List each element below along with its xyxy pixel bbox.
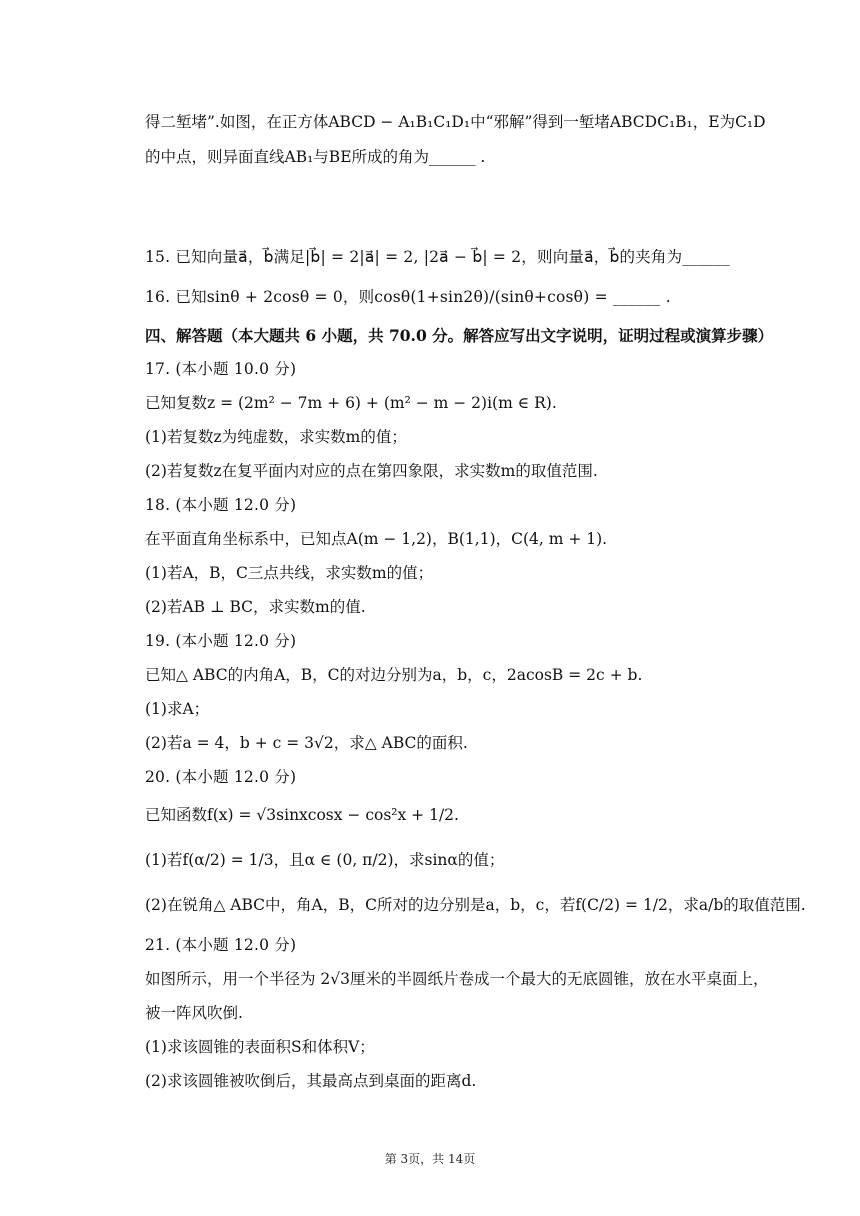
question-17-header: 17. (本小题 10.0 分) xyxy=(145,360,297,378)
text-line: 被一阵风吹倒. xyxy=(145,1004,243,1022)
text-line: (2)若复数z在复平面内对应的点在第四象限，求实数m的取值范围. xyxy=(145,462,598,480)
text-line: 已知函数f(x) = √3sinxcosx − cos²x + 1/2. xyxy=(145,806,459,824)
text-line: 如图所示，用一个半径为 2√3厘米的半圆纸片卷成一个最大的无底圆锥，放在水平桌面上， xyxy=(145,970,769,988)
question-18-header: 18. (本小题 12.0 分) xyxy=(145,496,297,514)
text-line: (1)若复数z为纯虚数，求实数m的值； xyxy=(145,428,407,446)
text-line: (2)求该圆锥被吹倒后，其最高点到桌面的距离d. xyxy=(145,1072,477,1090)
text-line: (2)在锐角△ ABC中，角A，B，C所对的边分别是a，b，c，若f(C/2) = 1/2，求a/b的取值范围. xyxy=(145,896,806,914)
question-16: 16. 已知sinθ + 2cosθ = 0，则cosθ(1+sin2θ)/(sinθ+cosθ) = ______ . xyxy=(145,288,671,306)
text-line: (1)求该圆锥的表面积S和体积V； xyxy=(145,1038,375,1056)
question-19-header: 19. (本小题 12.0 分) xyxy=(145,632,297,650)
text-line: 已知△ ABC的内角A，B，C的对边分别为a，b，c，2acosB = 2c + b. xyxy=(145,666,643,684)
text-line: (2)若AB ⊥ BC，求实数m的值. xyxy=(145,598,366,616)
text-line: 的中点，则异面直线AB₁与BE所成的角为______ . xyxy=(145,148,486,166)
section-heading: 四、解答题（本大题共 6 小题，共 70.0 分。解答应写出文字说明，证明过程或演算步骤） xyxy=(145,326,774,345)
question-21-header: 21. (本小题 12.0 分) xyxy=(145,936,297,954)
text-line: (2)若a = 4，b + c = 3√2，求△ ABC的面积. xyxy=(145,734,468,752)
text-line: (1)求A； xyxy=(145,700,210,718)
text-line: 得二堑堵”.如图，在正方体ABCD − A₁B₁C₁D₁中“邪解”得到一堑堵ABCDC₁B₁，E为C₁D xyxy=(145,113,766,131)
question-15: 15. 已知向量a⃗，b⃗满足|b⃗| = 2|a⃗| = 2, |2a⃗ − b⃗| = 2，则向量a⃗，b⃗的夹角为______ xyxy=(145,248,731,266)
text-line: 在平面直角坐标系中，已知点A(m − 1,2)，B(1,1)，C(4, m + 1). xyxy=(145,530,608,548)
text-line: (1)若A，B，C三点共线，求实数m的值； xyxy=(145,564,434,582)
text-line: 已知复数z = (2m² − 7m + 6) + (m² − m − 2)i(m ∈ R). xyxy=(145,394,557,412)
question-20-header: 20. (本小题 12.0 分) xyxy=(145,768,297,786)
page-footer: 第 3页，共 14页 xyxy=(384,1152,476,1166)
text-line: (1)若f(α/2) = 1/3，且α ∈ (0, π/2)，求sinα的值； xyxy=(145,851,505,869)
